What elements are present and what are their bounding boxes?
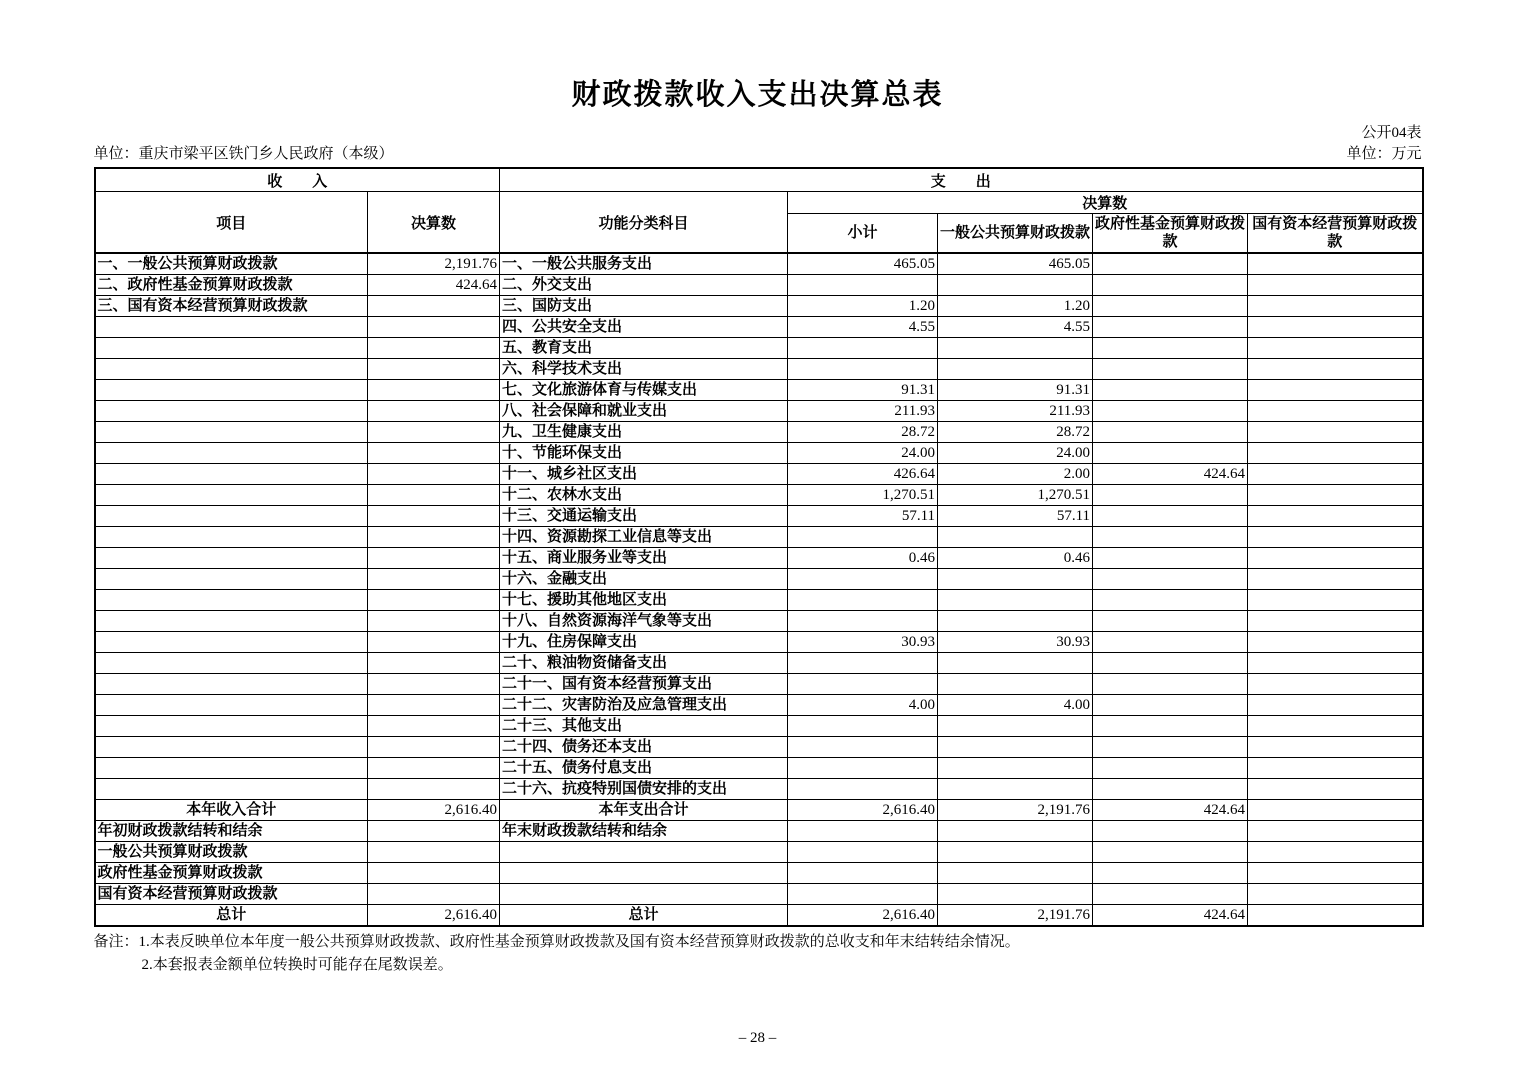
general-budget-cell bbox=[938, 359, 1093, 380]
subtotal-cell: 91.31 bbox=[788, 380, 938, 401]
subtotal-cell: 0.46 bbox=[788, 548, 938, 569]
general-budget-cell bbox=[938, 821, 1093, 842]
expense-label-cell bbox=[500, 842, 788, 863]
summary-row bbox=[95, 842, 1423, 863]
income-item-cell: 一、一般公共预算财政拨款 bbox=[95, 253, 368, 275]
subtotal-cell: 30.93 bbox=[788, 632, 938, 653]
income-item-cell bbox=[95, 548, 368, 569]
expense-item-cell: 十八、自然资源海洋气象等支出 bbox=[500, 611, 788, 632]
state-capital-cell bbox=[1248, 569, 1423, 590]
subtotal-cell: 211.93 bbox=[788, 401, 938, 422]
income-label-cell: 政府性基金预算财政拨款 bbox=[95, 863, 368, 884]
gov-fund-cell bbox=[1093, 380, 1248, 401]
expense-item-cell: 十七、援助其他地区支出 bbox=[500, 590, 788, 611]
income-item-cell bbox=[95, 443, 368, 464]
subtotal-cell bbox=[788, 338, 938, 359]
gov-fund-cell bbox=[1093, 779, 1248, 800]
page-number: – 28 – bbox=[738, 1030, 777, 1046]
income-value-cell bbox=[368, 296, 500, 317]
subtotal-cell: 1.20 bbox=[788, 296, 938, 317]
expense-item-cell: 十一、城乡社区支出 bbox=[500, 464, 788, 485]
state-capital-cell bbox=[1248, 821, 1423, 842]
expense-item-cell: 二十三、其他支出 bbox=[500, 716, 788, 737]
state-capital-cell bbox=[1248, 359, 1423, 380]
income-item-cell bbox=[95, 506, 368, 527]
income-value-cell bbox=[368, 821, 500, 842]
expense-item-cell: 二十一、国有资本经营预算支出 bbox=[500, 674, 788, 695]
income-value-cell bbox=[368, 716, 500, 737]
table-row bbox=[95, 548, 1423, 569]
expense-item-cell: 四、公共安全支出 bbox=[500, 317, 788, 338]
expense-item-cell: 五、教育支出 bbox=[500, 338, 788, 359]
expense-label-cell bbox=[500, 863, 788, 884]
income-value-cell bbox=[368, 422, 500, 443]
meta-line bbox=[94, 143, 1422, 165]
col-general-budget-header: 一般公共预算财政拨款 bbox=[938, 214, 1093, 254]
income-section-header: 收 入 bbox=[95, 168, 500, 192]
state-capital-cell bbox=[1248, 674, 1423, 695]
state-capital-cell bbox=[1248, 443, 1423, 464]
income-item-cell bbox=[95, 380, 368, 401]
state-capital-cell bbox=[1248, 863, 1423, 884]
state-capital-cell bbox=[1248, 653, 1423, 674]
gov-fund-cell bbox=[1093, 338, 1248, 359]
general-budget-cell bbox=[938, 674, 1093, 695]
subtotal-cell bbox=[788, 275, 938, 296]
table-row bbox=[95, 611, 1423, 632]
state-capital-cell bbox=[1248, 527, 1423, 548]
expense-item-cell: 六、科学技术支出 bbox=[500, 359, 788, 380]
subtotal-cell: 2,616.40 bbox=[788, 800, 938, 821]
table-row bbox=[95, 275, 1423, 296]
table-row bbox=[95, 443, 1423, 464]
income-value-cell bbox=[368, 401, 500, 422]
state-capital-cell bbox=[1248, 253, 1423, 275]
subtotal-cell bbox=[788, 527, 938, 548]
table-row bbox=[95, 695, 1423, 716]
general-budget-cell bbox=[938, 758, 1093, 779]
general-budget-cell: 24.00 bbox=[938, 443, 1093, 464]
subtotal-cell bbox=[788, 884, 938, 905]
expense-label-cell: 年末财政拨款结转和结余 bbox=[500, 821, 788, 842]
general-budget-cell: 1.20 bbox=[938, 296, 1093, 317]
expense-item-cell: 二十四、债务还本支出 bbox=[500, 737, 788, 758]
col-item-header: 项目 bbox=[95, 192, 368, 254]
col-final-header: 决算数 bbox=[368, 192, 500, 254]
subtotal-cell: 2,616.40 bbox=[788, 905, 938, 927]
income-item-cell bbox=[95, 359, 368, 380]
gov-fund-cell bbox=[1093, 632, 1248, 653]
state-capital-cell bbox=[1248, 737, 1423, 758]
general-budget-cell bbox=[938, 737, 1093, 758]
income-item-cell bbox=[95, 401, 368, 422]
notes-label: 备注： bbox=[93, 934, 139, 950]
general-budget-cell: 57.11 bbox=[938, 506, 1093, 527]
income-value-cell bbox=[368, 527, 500, 548]
income-item-cell bbox=[95, 422, 368, 443]
gov-fund-cell bbox=[1093, 548, 1248, 569]
state-capital-cell bbox=[1248, 338, 1423, 359]
income-value-cell bbox=[368, 863, 500, 884]
income-value-cell: 2,616.40 bbox=[368, 905, 500, 927]
table-row bbox=[95, 338, 1423, 359]
state-capital-cell bbox=[1248, 506, 1423, 527]
gov-fund-cell bbox=[1093, 359, 1248, 380]
subtotal-cell bbox=[788, 737, 938, 758]
expense-label-cell: 总计 bbox=[500, 905, 788, 927]
income-value-cell bbox=[368, 569, 500, 590]
table-row bbox=[95, 380, 1423, 401]
income-value-cell bbox=[368, 884, 500, 905]
table-row bbox=[95, 506, 1423, 527]
note-line bbox=[94, 954, 1422, 977]
table-row bbox=[95, 674, 1423, 695]
gov-fund-cell bbox=[1093, 317, 1248, 338]
expense-item-cell: 十二、农林水支出 bbox=[500, 485, 788, 506]
table-row bbox=[95, 359, 1423, 380]
summary-row bbox=[95, 800, 1423, 821]
subtotal-cell bbox=[788, 674, 938, 695]
income-value-cell bbox=[368, 506, 500, 527]
state-capital-cell bbox=[1248, 548, 1423, 569]
income-value-cell bbox=[368, 443, 500, 464]
general-budget-cell: 28.72 bbox=[938, 422, 1093, 443]
gov-fund-cell bbox=[1093, 296, 1248, 317]
expense-item-cell: 七、文化旅游体育与传媒支出 bbox=[500, 380, 788, 401]
subtotal-cell bbox=[788, 590, 938, 611]
table-row bbox=[95, 401, 1423, 422]
state-capital-cell bbox=[1248, 695, 1423, 716]
table-row bbox=[95, 737, 1423, 758]
expense-section-header: 支 出 bbox=[500, 168, 1423, 192]
income-value-cell bbox=[368, 611, 500, 632]
income-item-cell bbox=[95, 695, 368, 716]
expense-item-cell: 二、外交支出 bbox=[500, 275, 788, 296]
expense-item-cell: 十五、商业服务业等支出 bbox=[500, 548, 788, 569]
table-row bbox=[95, 590, 1423, 611]
general-budget-cell bbox=[938, 611, 1093, 632]
expense-item-cell: 三、国防支出 bbox=[500, 296, 788, 317]
income-item-cell bbox=[95, 317, 368, 338]
col-subtotal-header: 小计 bbox=[788, 214, 938, 254]
income-item-cell bbox=[95, 569, 368, 590]
subtotal-cell bbox=[788, 821, 938, 842]
general-budget-cell bbox=[938, 653, 1093, 674]
subtotal-cell bbox=[788, 842, 938, 863]
expense-item-cell: 二十、粮油物资储备支出 bbox=[500, 653, 788, 674]
subtotal-cell: 24.00 bbox=[788, 443, 938, 464]
notes bbox=[94, 931, 1422, 977]
state-capital-cell bbox=[1248, 422, 1423, 443]
general-budget-cell: 0.46 bbox=[938, 548, 1093, 569]
income-value-cell bbox=[368, 737, 500, 758]
subtotal-cell bbox=[788, 611, 938, 632]
income-label-cell: 本年收入合计 bbox=[95, 800, 368, 821]
summary-row bbox=[95, 863, 1423, 884]
gov-fund-cell bbox=[1093, 758, 1248, 779]
subtotal-cell bbox=[788, 863, 938, 884]
expense-item-cell: 十三、交通运输支出 bbox=[500, 506, 788, 527]
currency-unit: 单位：万元 bbox=[1346, 146, 1422, 162]
income-item-cell: 三、国有资本经营预算财政拨款 bbox=[95, 296, 368, 317]
gov-fund-cell bbox=[1093, 716, 1248, 737]
table-row bbox=[95, 653, 1423, 674]
expense-item-cell: 十九、住房保障支出 bbox=[500, 632, 788, 653]
state-capital-cell bbox=[1248, 275, 1423, 296]
gov-fund-cell bbox=[1093, 422, 1248, 443]
general-budget-cell bbox=[938, 842, 1093, 863]
gov-fund-cell bbox=[1093, 590, 1248, 611]
general-budget-cell: 91.31 bbox=[938, 380, 1093, 401]
note-line bbox=[94, 931, 1422, 954]
general-budget-cell: 4.55 bbox=[938, 317, 1093, 338]
table-row bbox=[95, 253, 1423, 275]
subtotal-cell: 426.64 bbox=[788, 464, 938, 485]
general-budget-cell: 2,191.76 bbox=[938, 905, 1093, 927]
subtotal-cell bbox=[788, 779, 938, 800]
general-budget-cell bbox=[938, 863, 1093, 884]
subtotal-cell bbox=[788, 359, 938, 380]
state-capital-cell bbox=[1248, 317, 1423, 338]
general-budget-cell bbox=[938, 569, 1093, 590]
summary-row bbox=[95, 821, 1423, 842]
note-text-1: 1.本表反映单位本年度一般公共预算财政拨款、政府性基金预算财政拨款及国有资本经营预算财政拨款的总收支和年末结转结余情况。 bbox=[138, 934, 1020, 950]
income-value-cell bbox=[368, 674, 500, 695]
table-row bbox=[95, 527, 1423, 548]
subtotal-cell: 57.11 bbox=[788, 506, 938, 527]
general-budget-cell: 4.00 bbox=[938, 695, 1093, 716]
state-capital-cell bbox=[1248, 716, 1423, 737]
table-header bbox=[95, 168, 1423, 253]
general-budget-cell bbox=[938, 275, 1093, 296]
subtotal-cell bbox=[788, 653, 938, 674]
general-budget-cell bbox=[938, 779, 1093, 800]
table-row bbox=[95, 779, 1423, 800]
subtotal-cell: 4.00 bbox=[788, 695, 938, 716]
col-gov-fund-header: 政府性基金预算财政拨款 bbox=[1093, 214, 1248, 254]
state-capital-cell bbox=[1248, 380, 1423, 401]
income-value-cell: 2,616.40 bbox=[368, 800, 500, 821]
expense-item-cell: 二十六、抗疫特别国债安排的支出 bbox=[500, 779, 788, 800]
income-label-cell: 一般公共预算财政拨款 bbox=[95, 842, 368, 863]
subtotal-cell: 1,270.51 bbox=[788, 485, 938, 506]
state-capital-cell bbox=[1248, 590, 1423, 611]
income-item-cell bbox=[95, 464, 368, 485]
income-label-cell: 国有资本经营预算财政拨款 bbox=[95, 884, 368, 905]
table-row bbox=[95, 422, 1423, 443]
income-item-cell bbox=[95, 611, 368, 632]
org-unit: 单位：重庆市梁平区铁门乡人民政府（本级） bbox=[93, 146, 394, 162]
income-value-cell bbox=[368, 653, 500, 674]
subtotal-cell: 4.55 bbox=[788, 317, 938, 338]
general-budget-cell bbox=[938, 884, 1093, 905]
state-capital-cell bbox=[1248, 884, 1423, 905]
subtotal-cell bbox=[788, 758, 938, 779]
income-value-cell bbox=[368, 590, 500, 611]
income-value-cell: 2,191.76 bbox=[368, 253, 500, 275]
income-item-cell bbox=[95, 779, 368, 800]
state-capital-cell bbox=[1248, 611, 1423, 632]
income-value-cell bbox=[368, 380, 500, 401]
content-area bbox=[94, 123, 1422, 977]
gov-fund-cell bbox=[1093, 674, 1248, 695]
gov-fund-cell bbox=[1093, 611, 1248, 632]
state-capital-cell bbox=[1248, 401, 1423, 422]
general-budget-cell bbox=[938, 590, 1093, 611]
income-value-cell bbox=[368, 464, 500, 485]
gov-fund-cell bbox=[1093, 485, 1248, 506]
income-value-cell bbox=[368, 548, 500, 569]
state-capital-cell bbox=[1248, 296, 1423, 317]
income-value-cell bbox=[368, 632, 500, 653]
expense-label-cell: 本年支出合计 bbox=[500, 800, 788, 821]
gov-fund-cell bbox=[1093, 695, 1248, 716]
income-label-cell: 年初财政拨款结转和结余 bbox=[95, 821, 368, 842]
state-capital-cell bbox=[1248, 800, 1423, 821]
income-value-cell bbox=[368, 338, 500, 359]
income-item-cell bbox=[95, 758, 368, 779]
gov-fund-cell bbox=[1093, 842, 1248, 863]
general-budget-cell: 465.05 bbox=[938, 253, 1093, 275]
gov-fund-cell bbox=[1093, 884, 1248, 905]
gov-fund-cell: 424.64 bbox=[1093, 800, 1248, 821]
table-row bbox=[95, 464, 1423, 485]
subtotal-cell: 465.05 bbox=[788, 253, 938, 275]
subtotal-cell: 28.72 bbox=[788, 422, 938, 443]
gov-fund-cell bbox=[1093, 653, 1248, 674]
state-capital-cell bbox=[1248, 464, 1423, 485]
expense-item-cell: 九、卫生健康支出 bbox=[500, 422, 788, 443]
income-item-cell bbox=[95, 527, 368, 548]
income-value-cell bbox=[368, 842, 500, 863]
state-capital-cell bbox=[1248, 485, 1423, 506]
col-state-capital-header: 国有资本经营预算财政拨款 bbox=[1248, 214, 1423, 254]
summary-row bbox=[95, 905, 1423, 927]
table-row bbox=[95, 632, 1423, 653]
subtotal-cell bbox=[788, 569, 938, 590]
expense-item-cell: 一、一般公共服务支出 bbox=[500, 253, 788, 275]
general-budget-cell: 2.00 bbox=[938, 464, 1093, 485]
page-title: 财政拨款收入支出决算总表 bbox=[571, 79, 944, 111]
income-item-cell bbox=[95, 485, 368, 506]
expense-item-cell: 十六、金融支出 bbox=[500, 569, 788, 590]
col-subject-header: 功能分类科目 bbox=[500, 192, 788, 254]
gov-fund-cell bbox=[1093, 275, 1248, 296]
general-budget-cell bbox=[938, 716, 1093, 737]
gov-fund-cell bbox=[1093, 527, 1248, 548]
subtotal-cell bbox=[788, 716, 938, 737]
general-budget-cell bbox=[938, 527, 1093, 548]
table-row bbox=[95, 716, 1423, 737]
state-capital-cell bbox=[1248, 905, 1423, 927]
note-text-2: 2.本套报表金额单位转换时可能存在尾数误差。 bbox=[141, 957, 453, 973]
table-row bbox=[95, 485, 1423, 506]
income-value-cell bbox=[368, 359, 500, 380]
final-group-header: 决算数 bbox=[788, 192, 1423, 214]
income-value-cell bbox=[368, 317, 500, 338]
income-item-cell bbox=[95, 737, 368, 758]
income-value-cell bbox=[368, 695, 500, 716]
general-budget-cell: 211.93 bbox=[938, 401, 1093, 422]
state-capital-cell bbox=[1248, 779, 1423, 800]
table-row bbox=[95, 758, 1423, 779]
income-item-cell bbox=[95, 716, 368, 737]
general-budget-cell bbox=[938, 338, 1093, 359]
gov-fund-cell bbox=[1093, 569, 1248, 590]
gov-fund-cell bbox=[1093, 737, 1248, 758]
income-item-cell bbox=[95, 653, 368, 674]
expense-item-cell: 二十五、债务付息支出 bbox=[500, 758, 788, 779]
doc-number: 公开04表 bbox=[1361, 125, 1422, 141]
expense-label-cell bbox=[500, 884, 788, 905]
gov-fund-cell: 424.64 bbox=[1093, 905, 1248, 927]
income-value-cell: 424.64 bbox=[368, 275, 500, 296]
income-item-cell bbox=[95, 590, 368, 611]
income-item-cell bbox=[95, 338, 368, 359]
gov-fund-cell bbox=[1093, 253, 1248, 275]
income-value-cell bbox=[368, 485, 500, 506]
summary-row bbox=[95, 884, 1423, 905]
income-item-cell bbox=[95, 674, 368, 695]
income-label-cell: 总计 bbox=[95, 905, 368, 927]
general-budget-cell: 1,270.51 bbox=[938, 485, 1093, 506]
gov-fund-cell bbox=[1093, 401, 1248, 422]
income-value-cell bbox=[368, 779, 500, 800]
state-capital-cell bbox=[1248, 842, 1423, 863]
state-capital-cell bbox=[1248, 632, 1423, 653]
gov-fund-cell bbox=[1093, 443, 1248, 464]
income-item-cell bbox=[95, 632, 368, 653]
state-capital-cell bbox=[1248, 758, 1423, 779]
fiscal-table bbox=[94, 167, 1424, 927]
table-row bbox=[95, 296, 1423, 317]
gov-fund-cell: 424.64 bbox=[1093, 464, 1248, 485]
table-row bbox=[95, 317, 1423, 338]
general-budget-cell: 2,191.76 bbox=[938, 800, 1093, 821]
expense-item-cell: 八、社会保障和就业支出 bbox=[500, 401, 788, 422]
gov-fund-cell bbox=[1093, 863, 1248, 884]
income-item-cell: 二、政府性基金预算财政拨款 bbox=[95, 275, 368, 296]
expense-item-cell: 十、节能环保支出 bbox=[500, 443, 788, 464]
gov-fund-cell bbox=[1093, 821, 1248, 842]
table-body bbox=[95, 253, 1423, 926]
expense-item-cell: 二十二、灾害防治及应急管理支出 bbox=[500, 695, 788, 716]
gov-fund-cell bbox=[1093, 506, 1248, 527]
income-value-cell bbox=[368, 758, 500, 779]
expense-item-cell: 十四、资源勘探工业信息等支出 bbox=[500, 527, 788, 548]
table-row bbox=[95, 569, 1423, 590]
general-budget-cell: 30.93 bbox=[938, 632, 1093, 653]
